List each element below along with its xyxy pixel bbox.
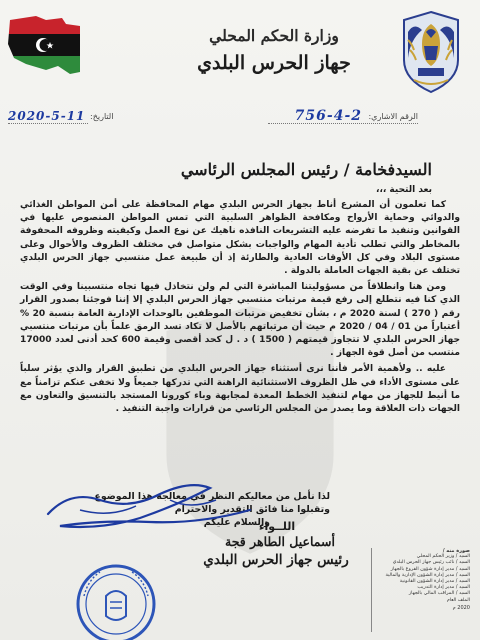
date-label: التاريخ: [90, 112, 114, 121]
official-stamp-seal [70, 556, 162, 640]
letter-body [20, 199, 460, 419]
municipal-guard-eagle-emblem [400, 10, 462, 94]
copies-line: السيد / مدير إدارة شؤون الفروع بالجهاز [390, 566, 470, 572]
copies-title: صورة منه / [442, 548, 470, 554]
libya-flag-icon [6, 14, 84, 76]
copies-line: السيد / وزير الحكم المحلي [416, 554, 470, 560]
reference-label: الرقم الاشاري: [368, 112, 418, 121]
copies-line: السيد / مدير إدارة الشؤون الإدارية والمالية [385, 572, 470, 578]
date-value: 2020-5-11 [8, 109, 86, 123]
reference-number: 756-4-2 [294, 108, 362, 124]
copies-line: السيد / مدير إدارة الشؤون القانونية [399, 579, 470, 585]
copies-distribution-list [371, 548, 472, 632]
closing-line: وتقبلوا منا فائق التقدير والاحترام [174, 504, 330, 515]
paragraph: عليه .. ولأهمية الأمر فأننا نرى أستثناء جهاز الحرس البلدي من تطبيق القرار والذي يؤثر سلباً على مستوى الأداء في ظل الظروف الاستثنائية الراهنة التي تدركها جميعاً ولا تخفى عنكم تزامناً مع ما أنيط للجهاز من مهام لتنفيذ الخطط المعدة لمجابهة وباء كورونا المستجد بالتنسيق والتعاون مع الجهات ذات العلاقة وما يصدر من المجلس الرئاسي من قرارات واجبة التنفيذ . [20, 364, 460, 415]
copies-line: السيد / نائب رئيس جهاز الحرس البلدي [392, 560, 470, 566]
reference-date-row [0, 110, 480, 128]
paragraph: ومن هنا وانطلاقاً من مسؤوليتنا المباشرة التي لم ولن نتخاذل فيها تجاه منتسبينا وفي الوقت الذي كنا فيه نتطلع إلى رفع قيمة مرتبات منتسبي جهاز الحرس البلدي إلا إننا فوجئنا بصدور القرار رقم ( 270 ) لسنة 2020 م ، بشأن تخفيض مرتبات الموظفين بالوحدات الإدارية العامة بنسبة 20 % أعتباراً من 01 / 04 / 2020 م حيث أن مرتباتهم بالأصل لا تكاد تسد الرمق علماً بأن مرتبات منتسبي جهاز الحرس البلدي لا تتجاوز قيمتهم ( 1500 ) د . ل كحد أقصى وقيمة 600 كحد أدنى لعدد 17000 منتسب من أصل قوة الجهاز . [20, 282, 461, 359]
closing-line: لذا نأمل من معاليكم النظر في معالجة هذا الموضوع [94, 491, 330, 502]
copies-line: السيد / مدير إدارة التدريب [417, 585, 470, 591]
copies-line: الملف العام [446, 597, 470, 603]
signatory-name: أسماعيل الطاهر قجة [225, 534, 335, 549]
date-dotted-line [8, 123, 88, 124]
reference-dotted-line [268, 123, 418, 124]
signatory-title: رئيس جهاز الحرس البلدي [203, 552, 349, 568]
copies-line: السيد / المراقب المالي بالجهاز [408, 591, 470, 597]
addressee: السيدفخامة / رئيس المجلس الرئاسي [180, 160, 432, 179]
signatory-rank: اللــواء [258, 520, 296, 533]
paragraph: كما تعلمون أن المشرع أناط بجهاز الحرس البلدي مهام المحافظة على أمن المواطن الغذائي والدوائي وحماية الأرواح ومكافحة الظواهر السلبية التي تمس المواطن المنصوص عليها في القوانين وتنفيذ ما تفرضه عليه التشريعات النافذه ناهيك عن نوع العمل وكيفيته وظروفه المحفوفة بالمخاطر والتي تطلب تأدية المهام والواجبات بشكل متواصل في مختلف الظروف والأحوال وعلى مستوى البلاد وفي كل الأوقات العادية والطارئة إذ أن طبيعة عمل منتسبي جهاز الحرس البلدي تختلف عن بقية الجهات العاملة بالدولة . [20, 200, 460, 277]
ministry-name: وزارة الحكم المحلي [209, 26, 339, 45]
copies-year: 2020 م [452, 604, 470, 611]
handwritten-signature [40, 470, 260, 540]
closing-line: والسلام عليكم [203, 517, 270, 528]
greeting: بعد التحية ،،، [376, 185, 432, 195]
agency-name: جهاز الحرس البلدي [197, 52, 351, 74]
